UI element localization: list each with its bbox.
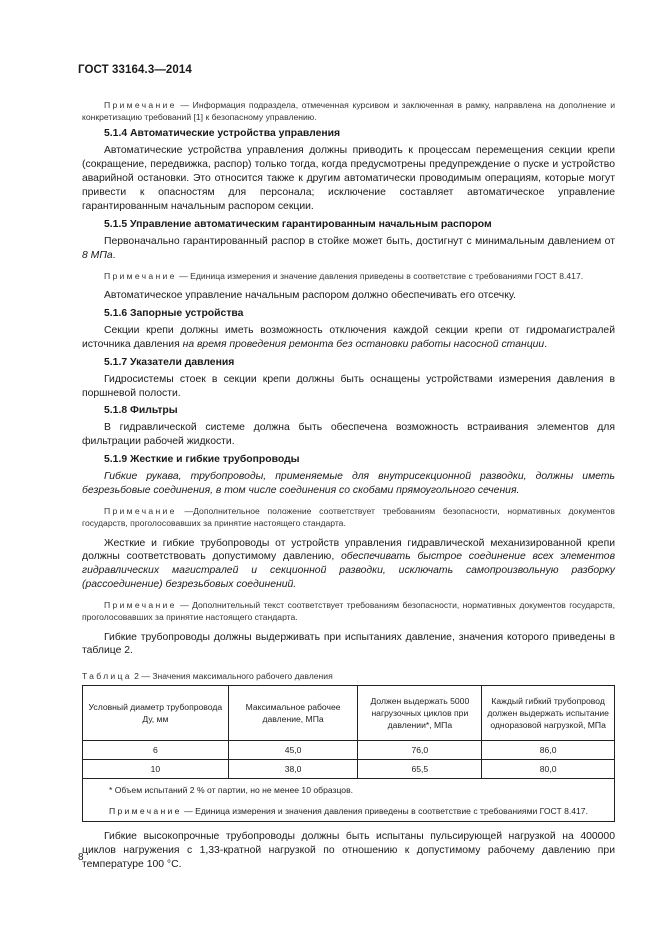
text-segment: . [112,249,116,261]
note-text: — Единица измерения и значение давления приведены в соответствие с требованиями ГОСТ 8.417. [176,270,584,281]
section-5-1-5-title: 5.1.5 Управление автоматическим гарантированным начальным распором [104,218,492,230]
table-row [83,741,615,760]
note-label: Примечание [104,600,177,611]
table-2-caption [82,670,615,682]
final-paragraph: Гибкие высокопрочные трубопроводы должны быть испытаны пульсирующей нагрузкой на 400000 циклов нагружения с 1,33-кратной нагрузкой по отношению к допустимому рабочему давлению при температуре 100 °С. [82,830,615,870]
table-caption-text: 2 — Значения максимального рабочего давления [131,671,333,682]
table-cell: 80,0 [482,760,615,779]
table-row [83,760,615,779]
section-5-1-9-note-2 [82,599,615,623]
section-5-1-7-text: Гидросистемы стоек в секции крепи должны быть оснащены устройствами измерения давления в поршневой полости. [82,373,615,399]
table-header-row [83,686,615,741]
note-label: Примечание [109,805,182,816]
table-header-cell: Максимальное рабочее давление, МПа [228,686,358,741]
section-5-1-7-title: 5.1.7 Указатели давления [104,356,235,368]
table-cell: 65,5 [358,760,482,779]
section-5-1-6-title: 5.1.6 Запорные устройства [104,307,244,319]
section-5-1-5-note [82,270,615,282]
section-5-1-5-text2: Автоматическое управление начальным распором должно обеспечивать его отсечку. [104,289,516,301]
table-cell: 38,0 [228,760,358,779]
page-content [82,96,615,871]
page-number: 8 [78,852,84,863]
text-segment: Жесткие и гибкие трубопроводы от устройств управления гидравлической механизированной крепи должны соответствовать допустимому давлению, [82,537,615,563]
section-5-1-4-text: Автоматические устройства управления должны приводить к процессам перемещения секции крепи (сокращение, передвижка, распор) только тогда, когда предусмотрены предупреждение о пуске и устройство аварийной остановки. Это относится также к другим автоматически проводимым операциям, которые могут привести к опасностям для персонала; исключение составляет автоматическое управление гарантированным начальным распором секции. [82,145,615,213]
table-footer-row [83,779,615,821]
section-5-1-9-text-2 [82,537,615,593]
text-segment: Секции крепи должны иметь возможность отключения каждой секции крепи от гидромагистралей источника давления [82,324,615,350]
section-5-1-4-title: 5.1.4 Автоматические устройства управления [104,128,341,140]
section-5-1-9-title: 5.1.9 Жесткие и гибкие трубопроводы [104,454,300,466]
table-footer-cell [83,779,615,821]
table-header-cell: Условный диаметр трубопровода Ду, мм [83,686,229,741]
table-footnote: * Объем испытаний 2 % от партии, но не менее 10 образцов. [109,785,354,796]
intro-note [82,99,615,123]
table-cell: 86,0 [482,741,615,760]
note-text: —Дополнительное положение соответствует требованиям безопасности, нормативных документов государств, проголосовавших за принятие настоящего стандарта. [82,506,615,529]
text-segment: Первоначально гарантированный распор в стойке может быть, достигнут с минимальным давлением от [104,235,615,247]
note-label: Примечание [104,506,177,517]
table-header-cell: Должен выдержать 5000 нагрузочных циклов при давлении*, МПа [358,686,482,741]
table-cell: 45,0 [228,741,358,760]
table-cell: 6 [83,741,229,760]
table-2 [82,685,615,821]
section-5-1-9-text-3: Гибкие трубопроводы должны выдерживать при испытаниях давление, значения которого приведены в таблице 2. [82,631,615,657]
note-text: — Дополнительный текст соответствует требованиям безопасности, нормативных документов государств, проголосовавших за принятие настоящего стандарта. [82,600,615,623]
table-cell: 76,0 [358,741,482,760]
text-segment: . [544,338,548,350]
italic-segment: обеспечивать быстрое соединение всех элементов гидравлических магистралей и секционной разводки, исключать самопроизвольную разборку (рассоединение) безрезьбовых соединений. [82,551,615,591]
section-5-1-8-text: В гидравлической системе должна быть обеспечена возможность встраивания элементов для фильтрации рабочей жидкости. [82,422,615,448]
section-5-1-9-italic-text [82,470,615,498]
table-caption-label: Таблица [82,671,132,682]
table-header-cell: Каждый гибкий трубопровод должен выдержать испытание одноразовой нагрузкой, МПа [482,686,615,741]
table-cell: 10 [83,760,229,779]
note-label: Примечание [104,100,177,110]
document-header: ГОСТ 33164.3—2014 [78,64,192,76]
section-5-1-6-text [82,324,615,352]
section-5-1-8-title: 5.1.8 Фильтры [104,405,178,417]
table-note [89,805,610,817]
note-text: — Информация подраздела, отмеченная курсивом и заключенная в рамку, направлена на дополнение и конкретизацию требований [1] к безопасному управлению. [82,100,615,123]
note-label: Примечание [104,270,177,281]
note-text: — Единица измерения и значения давления приведены в соответствие с требованиями ГОСТ 8.417. [181,805,588,816]
section-5-1-5-text [82,235,615,263]
italic-segment: на время проведения ремонта без остановки работы насосной станции [182,338,545,350]
section-5-1-9-note-1 [82,505,615,529]
italic-segment: Гибкие рукава, трубопроводы, применяемые для внутрисекционной разводки, должны иметь безрезьбовые соединения, в том числе соединения со скобами прямоугольного сечения. [82,471,615,497]
italic-segment: 8 МПа [82,249,113,261]
